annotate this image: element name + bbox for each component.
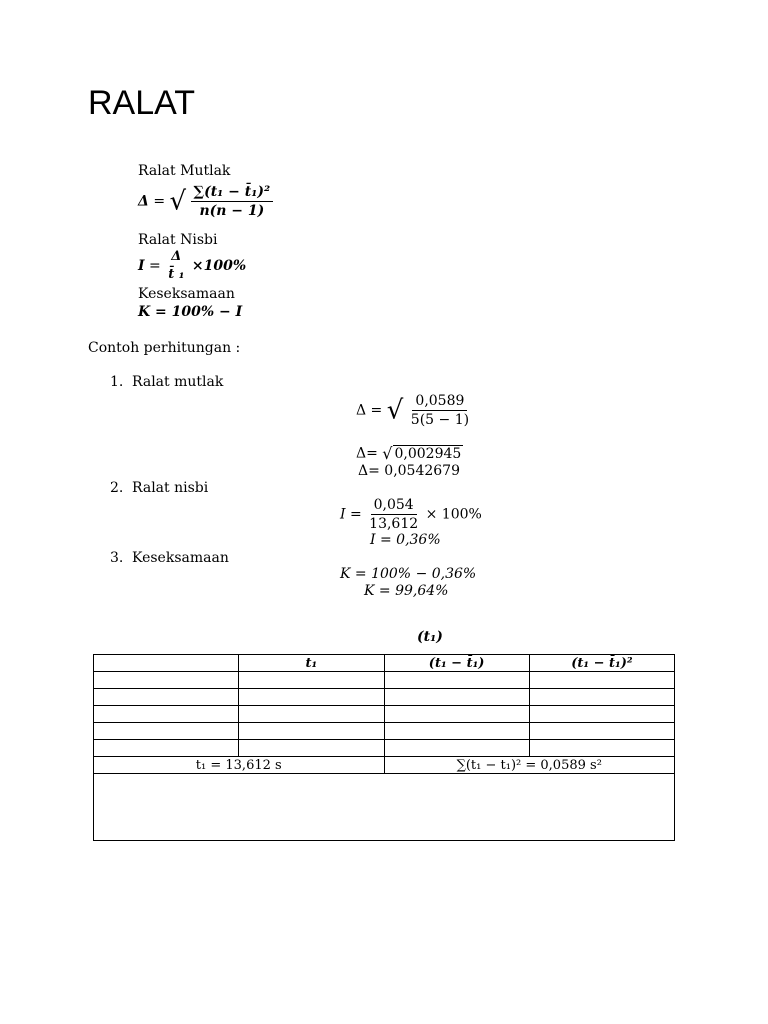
table-cell (384, 689, 529, 706)
table-header-row (94, 655, 675, 672)
table-cell (239, 672, 384, 689)
table-row (94, 723, 675, 740)
summary-sum: ∑(t₁ − t̄₁)² = 0,0589 s² (384, 757, 675, 774)
mutlak-denominator: n(n − 1) (199, 203, 265, 219)
sqrt-icon: √ (169, 186, 187, 217)
table-cell (94, 740, 239, 757)
example-mutlak-result: Δ= 0,0542679 (358, 463, 460, 479)
keseksamaan-formula: K = 100% − I (138, 304, 243, 320)
example-kesek-step1: K = 100% − 0,36% (340, 566, 477, 582)
ralat-nisbi-formula: I = Δ t̄ ₁ ×100% (138, 249, 247, 282)
page-title: RALAT (88, 84, 196, 122)
example-mutlak-step2: Δ= √ 0,002945 (356, 444, 462, 463)
table-row (94, 689, 675, 706)
keseksamaan-label: Keseksamaan (138, 286, 235, 302)
example-nisbi-formula: I = $\frac{0,054}{13,612}$ × 100% (340, 497, 482, 532)
nisbi-lhs: I (138, 258, 145, 274)
table-cell (94, 672, 239, 689)
delta-symbol: Δ (138, 193, 149, 210)
ralat-nisbi-label: Ralat Nisbi (138, 232, 218, 248)
ralat-mutlak-formula: Δ = √ $\frac{\text{∑(t₁ − t̄₁)²}}{n(n - 1)}$ (138, 183, 273, 220)
table-row (94, 740, 675, 757)
mutlak-fraction (191, 183, 274, 220)
table-cell (529, 672, 674, 689)
data-table (93, 654, 675, 841)
table-row (94, 706, 675, 723)
example-kesek-result: K = 99,64% (364, 583, 449, 599)
table-notes-row (94, 774, 675, 841)
table-cell (384, 723, 529, 740)
table-summary-row (94, 757, 675, 774)
nisbi-numerator: Δ (171, 249, 182, 264)
table-header-cell (94, 655, 239, 672)
table-cell (529, 723, 674, 740)
table-row (94, 672, 675, 689)
example-mutlak-formula: Δ = √ $\frac{0,0589}{5(5 - 1)}$ (356, 392, 472, 429)
nisbi-fraction (165, 248, 187, 284)
table-cell (529, 689, 674, 706)
example-heading: Contoh perhitungan : (88, 340, 241, 356)
nisbi-denominator: t̄ ₁ (168, 267, 185, 282)
nisbi-tail: ×100% (191, 258, 247, 274)
example-nisbi-fraction: $\frac{0,054}{13,612}$ (369, 497, 419, 532)
table-cell (94, 689, 239, 706)
sqrt-icon: √ (386, 395, 404, 426)
table-cell (529, 706, 674, 723)
table-header-cell: (t₁ − t̄₁) (384, 655, 529, 672)
table-caption: (t₁) (417, 629, 443, 645)
notes-cell (94, 774, 675, 841)
sqrt-icon: √ (382, 444, 393, 463)
table-cell (239, 740, 384, 757)
table-cell (384, 706, 529, 723)
list-item: 3. Keseksamaan (110, 550, 229, 566)
example-nisbi-result: I = 0,36% (370, 532, 441, 548)
table-header-cell: (t₁ − t̄₁)² (529, 655, 674, 672)
list-item: 1. Ralat mutlak (110, 374, 224, 390)
mutlak-numerator: ∑(t₁ − t̄₁)² (191, 183, 274, 202)
table-cell (384, 672, 529, 689)
table-cell (94, 706, 239, 723)
table-cell (239, 689, 384, 706)
table-cell (239, 723, 384, 740)
table-cell (384, 740, 529, 757)
table-cell (94, 723, 239, 740)
table-header-cell: t₁ (239, 655, 384, 672)
list-item: 2. Ralat nisbi (110, 480, 209, 496)
example-mutlak-fraction: $\frac{0,0589}{5(5 - 1)}$ (410, 393, 470, 428)
summary-mean: t̄₁ = 13,612 s (94, 757, 385, 774)
ralat-mutlak-label: Ralat Mutlak (138, 163, 231, 179)
table-cell (239, 706, 384, 723)
table-cell (529, 740, 674, 757)
